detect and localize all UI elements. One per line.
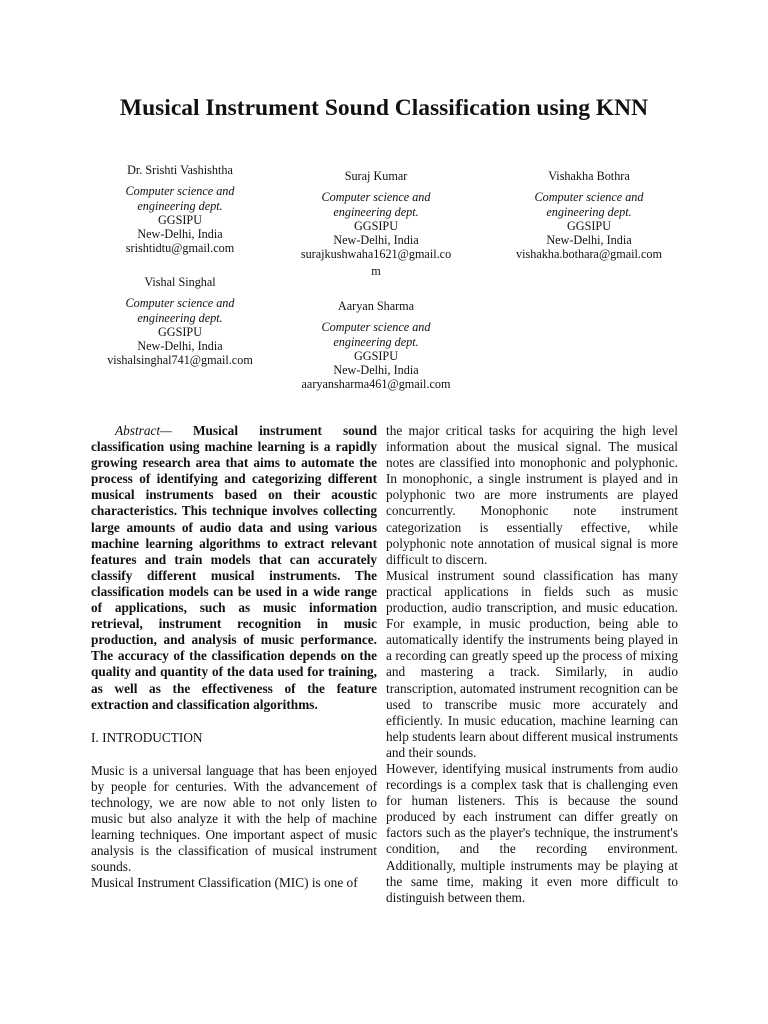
right-column: [386, 423, 678, 906]
author-email: vishakha.bothara@gmail.com: [516, 247, 662, 262]
author-dept: Computer science and: [534, 190, 644, 205]
abstract: [91, 423, 377, 713]
author-location: New-Delhi, India: [333, 363, 419, 378]
left-column: [91, 423, 377, 892]
section-heading: I. INTRODUCTION: [91, 729, 203, 745]
paper-title: Musical Instrument Sound Classification using KNN: [119, 95, 649, 121]
author-email: surajkushwaha1621@gmail.co: [300, 247, 452, 262]
author-block: [261, 299, 491, 392]
author-dept: engineering dept.: [333, 334, 419, 349]
author-dept: engineering dept.: [137, 310, 223, 325]
author-block: [261, 169, 491, 278]
author-location: New-Delhi, India: [137, 339, 223, 354]
author-email: vishalsinghal741@gmail.com: [107, 353, 253, 368]
author-name: Vishakha Bothra: [548, 169, 630, 183]
author-dept: Computer science and: [321, 320, 431, 335]
author-email: aaryansharma461@gmail.com: [301, 377, 451, 392]
author-dept: Computer science and: [125, 296, 235, 311]
author-dept: engineering dept.: [546, 204, 632, 219]
abstract-text: Musical instrument sound classification using machine learning is a rapidly growing research area that aims to automate the process of identifying and categorizing different musical instruments based on their acoustic characteristics. This technique involves collecting large amounts of audio data and using various machine learning algorithms to extract relevant features and train models that can accurately classify different musical instruments. The classification models can be used in a wide range of applications, such as music information retrieval, instrument recognition in music production, and analysis of music performance. The accuracy of the classification depends on the quality and quantity of the data used for training, as well as the effectiveness of the feature extraction and classification algorithms.: [91, 423, 377, 712]
author-name: Suraj Kumar: [344, 169, 408, 183]
intro-paragraph: However, identifying musical instruments from audio recordings is a complex task that is challenging even for human listeners. This is because the sound produced by each instrument can differ greatly on factors such as the player's technique, the instrument's condition, and the recording environment. Additionally, multiple instruments may be playing at the same time, making it even more difficult to distinguish between them.: [386, 760, 678, 905]
intro-paragraph: Music is a universal language that has been enjoyed by people for centuries. With the advancement of technology, we are now able to not only listen to music but also analyze it with the help of machine learning techniques. One important aspect of music analysis is the classification of musical instrument sounds.: [91, 762, 377, 875]
author-location: New-Delhi, India: [333, 233, 419, 248]
author-location: New-Delhi, India: [137, 227, 223, 242]
author-institution: GGSIPU: [353, 218, 399, 233]
author-institution: GGSIPU: [566, 218, 612, 233]
intro-paragraph: Musical instrument sound classification has many practical applications in fields such as music production, audio transcription, and music education. For example, in music production, being able to automatically identify the instruments being played in a recording can greatly speed up the process of mixing and mastering a track. Similarly, in audio transcription, automated instrument recognition can be used to transcribe music more accurately and efficiently. In music education, machine learning can help students learn about different musical instruments and their sounds.: [386, 567, 678, 760]
author-location: New-Delhi, India: [546, 233, 632, 248]
intro-paragraph-continued: the major critical tasks for acquiring the high level information about the musical signal. The musical notes are classified into monophonic and polyphonic. In monophonic, a single instrument is played and in polyphonic two are more instruments are played concurrently. Monophonic note instrument categorization is essentially effective, while polyphonic note annotation of musical signal is more difficult to discern.: [386, 423, 678, 567]
author-name: Dr. Srishti Vashishtha: [127, 163, 233, 177]
author-institution: GGSIPU: [157, 324, 203, 339]
author-name: Aaryan Sharma: [337, 299, 415, 313]
author-name: Vishal Singhal: [144, 275, 216, 289]
author-dept: engineering dept.: [333, 204, 419, 219]
intro-paragraph: Musical Instrument Classification (MIC) is one of: [91, 875, 358, 891]
author-dept: Computer science and: [125, 184, 235, 199]
author-dept: engineering dept.: [137, 198, 223, 213]
author-email-cont: m: [371, 263, 381, 278]
author-institution: GGSIPU: [157, 212, 203, 227]
author-block: [474, 169, 704, 262]
abstract-label: Abstract—: [115, 423, 172, 438]
author-institution: GGSIPU: [353, 348, 399, 363]
author-email: srishtidtu@gmail.com: [125, 241, 235, 256]
author-dept: Computer science and: [321, 190, 431, 205]
